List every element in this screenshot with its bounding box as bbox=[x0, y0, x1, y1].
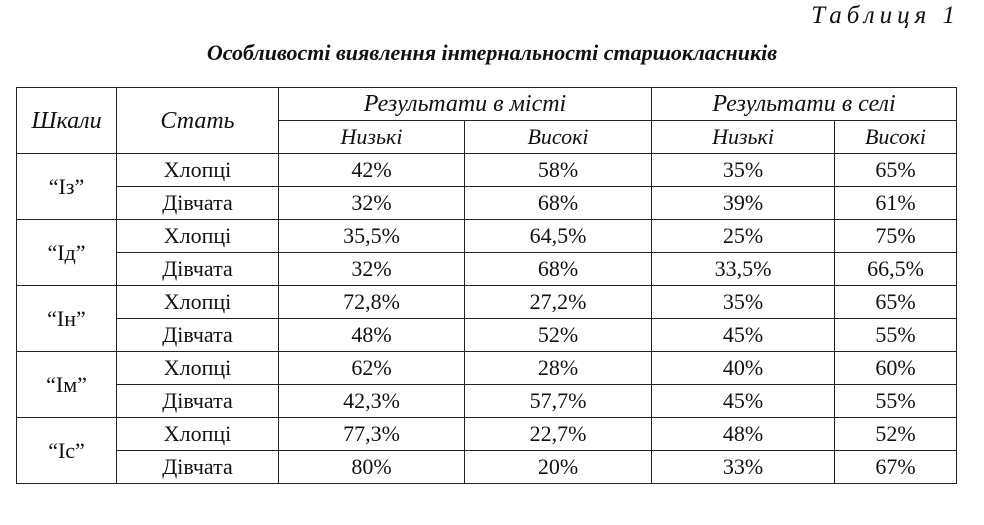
village-low-cell: 48% bbox=[652, 418, 835, 451]
gender-cell: Дівчата bbox=[117, 187, 279, 220]
scale-cell: “Ім” bbox=[17, 352, 117, 418]
village-low-cell: 45% bbox=[652, 385, 835, 418]
table-number-label: Таблиця 1 bbox=[811, 2, 960, 29]
city-low-cell: 42% bbox=[279, 154, 465, 187]
village-low-cell: 39% bbox=[652, 187, 835, 220]
village-high-cell: 66,5% bbox=[835, 253, 957, 286]
village-high-cell: 55% bbox=[835, 385, 957, 418]
header-village-low: Низькі bbox=[652, 121, 835, 154]
city-high-cell: 68% bbox=[465, 187, 652, 220]
table-row bbox=[17, 286, 957, 319]
city-low-cell: 62% bbox=[279, 352, 465, 385]
city-low-cell: 32% bbox=[279, 253, 465, 286]
city-low-cell: 80% bbox=[279, 451, 465, 484]
gender-cell: Хлопці bbox=[117, 352, 279, 385]
city-high-cell: 27,2% bbox=[465, 286, 652, 319]
scale-cell: “Із” bbox=[17, 154, 117, 220]
gender-cell: Дівчата bbox=[117, 385, 279, 418]
village-low-cell: 33% bbox=[652, 451, 835, 484]
scale-cell: “Ід” bbox=[17, 220, 117, 286]
village-high-cell: 52% bbox=[835, 418, 957, 451]
table-row bbox=[17, 352, 957, 385]
village-high-cell: 61% bbox=[835, 187, 957, 220]
village-high-cell: 55% bbox=[835, 319, 957, 352]
city-high-cell: 68% bbox=[465, 253, 652, 286]
header-village-results: Результати в селі bbox=[652, 88, 957, 121]
gender-cell: Дівчата bbox=[117, 319, 279, 352]
header-city-low: Низькі bbox=[279, 121, 465, 154]
table-row bbox=[17, 418, 957, 451]
city-high-cell: 28% bbox=[465, 352, 652, 385]
table-row bbox=[17, 319, 957, 352]
gender-cell: Хлопці bbox=[117, 154, 279, 187]
village-low-cell: 25% bbox=[652, 220, 835, 253]
table-row bbox=[17, 187, 957, 220]
village-low-cell: 35% bbox=[652, 154, 835, 187]
city-high-cell: 64,5% bbox=[465, 220, 652, 253]
scale-cell: “Іс” bbox=[17, 418, 117, 484]
village-high-cell: 65% bbox=[835, 154, 957, 187]
results-table bbox=[16, 87, 957, 484]
village-high-cell: 75% bbox=[835, 220, 957, 253]
table-title: Особливості виявлення інтернальності старшокласників bbox=[206, 40, 778, 65]
village-high-cell: 67% bbox=[835, 451, 957, 484]
city-low-cell: 77,3% bbox=[279, 418, 465, 451]
city-high-cell: 57,7% bbox=[465, 385, 652, 418]
city-low-cell: 42,3% bbox=[279, 385, 465, 418]
village-low-cell: 35% bbox=[652, 286, 835, 319]
gender-cell: Дівчата bbox=[117, 451, 279, 484]
city-high-cell: 58% bbox=[465, 154, 652, 187]
city-high-cell: 22,7% bbox=[465, 418, 652, 451]
city-high-cell: 52% bbox=[465, 319, 652, 352]
city-low-cell: 32% bbox=[279, 187, 465, 220]
header-row-top bbox=[17, 88, 957, 121]
city-low-cell: 72,8% bbox=[279, 286, 465, 319]
table-row bbox=[17, 253, 957, 286]
header-village-high: Високі bbox=[835, 121, 957, 154]
header-gender: Стать bbox=[117, 88, 279, 154]
gender-cell: Хлопці bbox=[117, 418, 279, 451]
gender-cell: Дівчата bbox=[117, 253, 279, 286]
table-row bbox=[17, 385, 957, 418]
village-low-cell: 40% bbox=[652, 352, 835, 385]
gender-cell: Хлопці bbox=[117, 220, 279, 253]
header-scale: Шкали bbox=[17, 88, 117, 154]
table-row bbox=[17, 154, 957, 187]
city-low-cell: 35,5% bbox=[279, 220, 465, 253]
gender-cell: Хлопці bbox=[117, 286, 279, 319]
table-row bbox=[17, 451, 957, 484]
header-city-results: Результати в місті bbox=[279, 88, 652, 121]
header-city-high: Високі bbox=[465, 121, 652, 154]
village-high-cell: 65% bbox=[835, 286, 957, 319]
scale-cell: “Ін” bbox=[17, 286, 117, 352]
city-high-cell: 20% bbox=[465, 451, 652, 484]
village-high-cell: 60% bbox=[835, 352, 957, 385]
city-low-cell: 48% bbox=[279, 319, 465, 352]
village-low-cell: 45% bbox=[652, 319, 835, 352]
village-low-cell: 33,5% bbox=[652, 253, 835, 286]
table-row bbox=[17, 220, 957, 253]
